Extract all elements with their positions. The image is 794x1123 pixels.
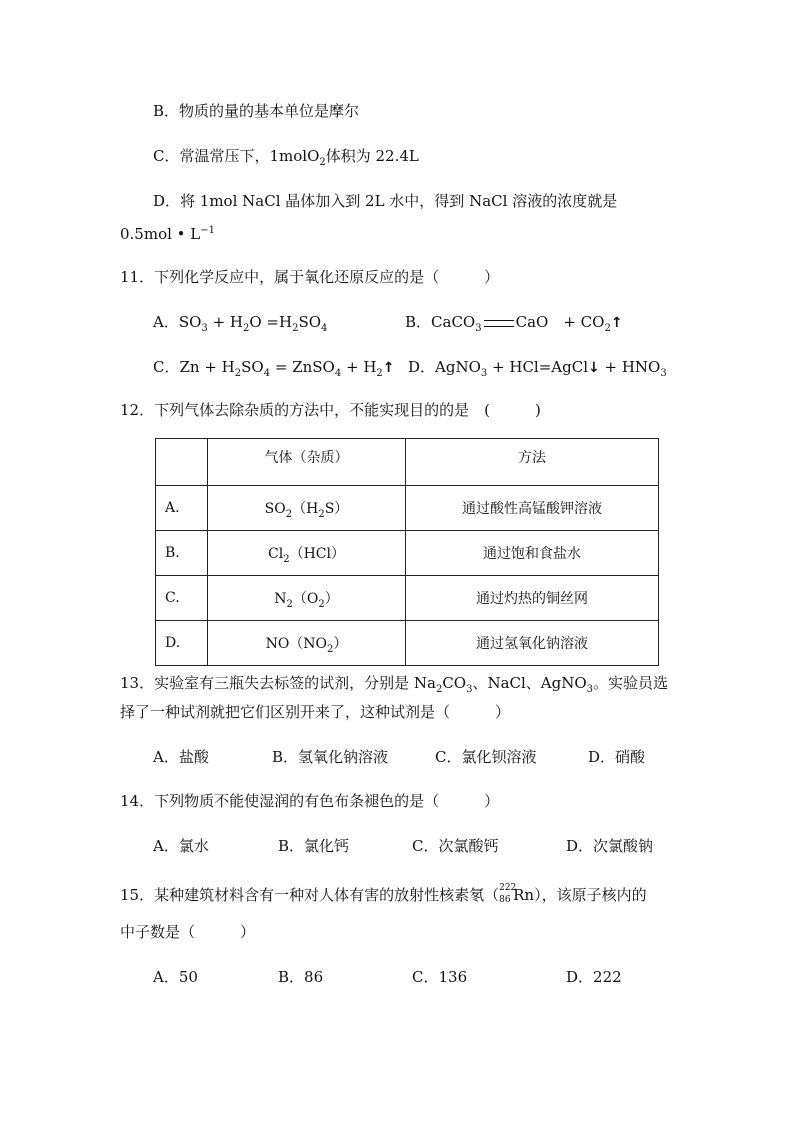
q13-stem-line1: 13．实验室有三瓶失去标签的试剂，分别是 $Na_2CO_3$、NaCl、AgNO$_3$。实验员选 xyxy=(120,674,669,695)
table-row xyxy=(156,531,659,576)
table-row xyxy=(156,576,659,621)
q10-option-c: C．常温常压下，1molO$_2$体积为 22.4L xyxy=(153,147,419,168)
nuclide-notation: 222 86 xyxy=(499,883,517,905)
q10-option-b: B．物质的量的基本单位是摩尔 xyxy=(153,102,360,120)
q15-option-b: B．86 xyxy=(278,968,324,986)
q15-stem-line1: 15．某种建筑材料含有一种对人体有害的放射性核素氡（ 222 86 Rn），该原子核内的 xyxy=(120,883,647,905)
table-cell-gas: $NO(NO_2)$ xyxy=(208,621,406,666)
table-cell-gas: $N_2(O_2)$ xyxy=(208,576,406,621)
table-cell-label: C. xyxy=(156,576,208,621)
q14-option-b: B．氯化钙 xyxy=(278,837,350,855)
q10-option-d-line1: D．将 1mol NaCl 晶体加入到 2L 水中，得到 NaCl 溶液的浓度就是 xyxy=(153,192,618,210)
precipitate-down-arrow-icon: ↓ xyxy=(588,360,600,376)
table-cell-label: D. xyxy=(156,621,208,666)
q15-option-d: D．222 xyxy=(566,968,622,986)
table-header-row xyxy=(156,439,659,486)
table-header-cell: 气体（杂质） xyxy=(208,439,406,486)
q12-table xyxy=(155,438,659,666)
q14-option-a: A．氯水 xyxy=(153,837,209,855)
q15-stem-line2: 中子数是（ ） xyxy=(120,923,256,941)
q11-option-c: C．$Zn + H_2SO_4$ = ZnSO$_4$ + $H_2↑$ xyxy=(153,358,395,379)
table-row xyxy=(156,486,659,531)
table-cell-method: 通过酸性高锰酸钾溶液 xyxy=(406,486,659,531)
table-cell-gas: $SO_2(H_2S)$ xyxy=(208,486,406,531)
table-cell-method: 通过氢氧化钠溶液 xyxy=(406,621,659,666)
q11-option-a: A．$SO_3 + H_2O =H_2SO_4$ xyxy=(153,313,328,334)
table-row xyxy=(156,621,659,666)
table-cell-label: A. xyxy=(156,486,208,531)
q11-stem: 11．下列化学反应中，属于氧化还原反应的是（ ） xyxy=(120,268,500,286)
q11-option-b: B．CaCO$_3$ CaO + $CO_2↑$ xyxy=(405,313,623,334)
q11-option-d: D．AgNO$_3$ + HCl=AgCl↓ + $HNO_3$ xyxy=(408,358,667,379)
table-header-cell: 方法 xyxy=(406,439,659,486)
q13-option-a: A．盐酸 xyxy=(153,748,209,766)
q15-option-c: C．136 xyxy=(412,968,468,986)
table-header-cell xyxy=(156,439,208,486)
q10-option-d-line2: 0.5mol • $L^{-1}$ xyxy=(120,225,216,243)
q13-stem-line2: 择了一种试剂就把它们区别开来了，这种试剂是（ ） xyxy=(120,703,511,721)
table-cell-label: B. xyxy=(156,531,208,576)
q13-option-b: B．氢氧化钠溶液 xyxy=(272,748,389,766)
q14-option-c: C．次氯酸钙 xyxy=(412,837,499,855)
double-line-equals xyxy=(484,320,514,327)
q15-option-a: A．50 xyxy=(153,968,198,986)
table-cell-method: 通过饱和食盐水 xyxy=(406,531,659,576)
gas-up-arrow-icon: ↑ xyxy=(382,360,395,376)
gas-up-arrow-icon: ↑ xyxy=(610,315,623,331)
table-cell-gas: $Cl_2(HCl)$ xyxy=(208,531,406,576)
q12-stem: 12．下列气体去除杂质的方法中，不能实现目的的是 ( ) xyxy=(120,401,541,419)
q13-option-c: C．氯化钡溶液 xyxy=(435,748,537,766)
q13-option-d: D．硝酸 xyxy=(588,748,646,766)
q14-stem: 14．下列物质不能使湿润的有色布条褪色的是（ ） xyxy=(120,792,500,810)
q14-option-d: D．次氯酸钠 xyxy=(566,837,654,855)
table-cell-method: 通过灼热的铜丝网 xyxy=(406,576,659,621)
